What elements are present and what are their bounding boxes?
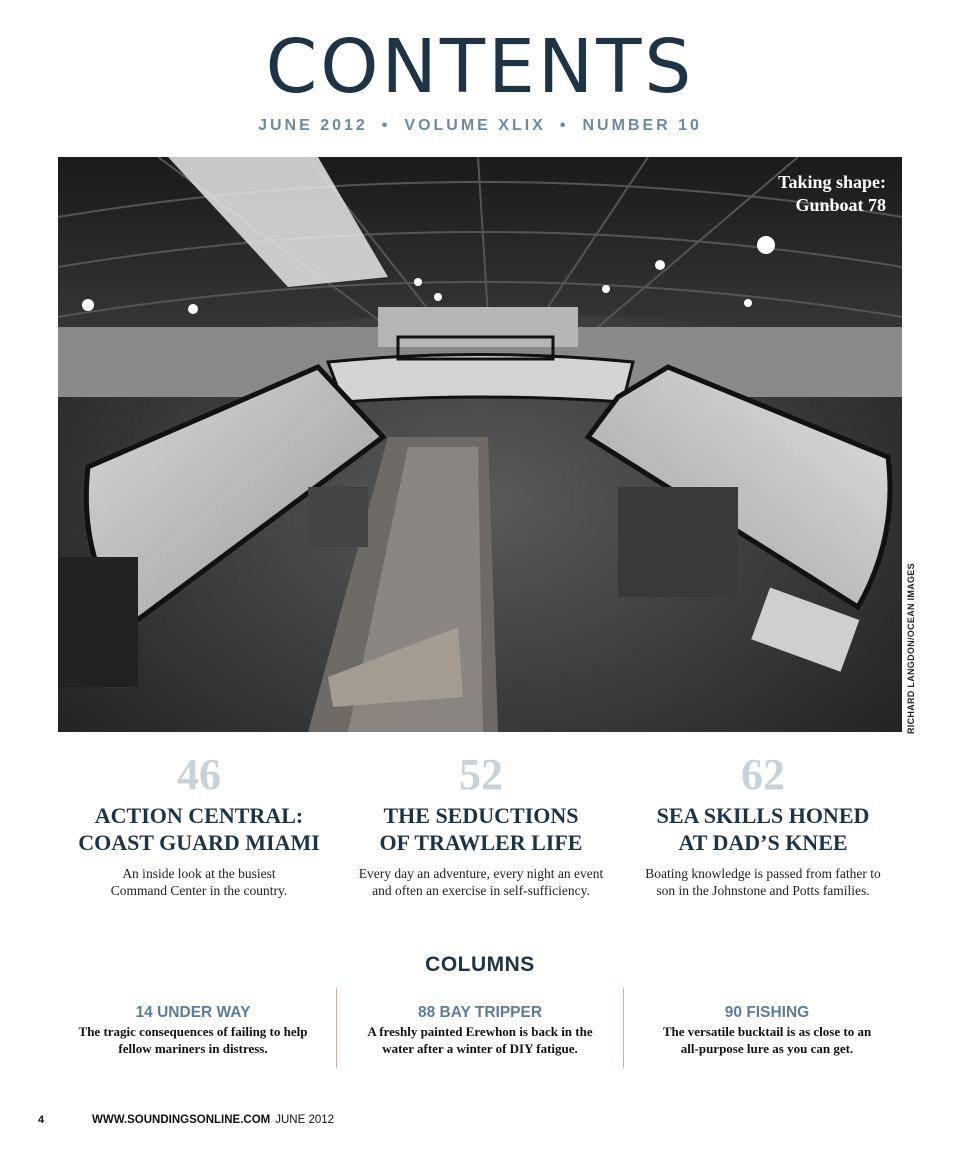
column-divider (336, 988, 337, 1068)
headline-line: AT DAD’S KNEE (678, 830, 848, 855)
issue-line (0, 117, 960, 135)
feature-page-number: 52 (459, 750, 503, 799)
headline-line: COAST GUARD MIAMI (78, 830, 320, 855)
description-line: The tragic consequences of failing to help (78, 1024, 308, 1039)
footer-page-number: 4 (38, 1114, 45, 1126)
feature-page-number: 62 (741, 750, 785, 799)
column-heading: 90 FISHING (724, 1004, 810, 1021)
feature-headline (58, 802, 340, 856)
headline-line: THE SEDUCTIONS (383, 803, 579, 828)
column-item[interactable] (345, 1003, 615, 1057)
feature-headline (622, 802, 904, 856)
separator-dot: • (381, 117, 391, 134)
boatyard-illustration (58, 157, 902, 732)
description-line: A freshly painted Erewhon is back in the (367, 1024, 593, 1039)
issue-date: JUNE 2012 (258, 117, 368, 134)
caption-line-2: Gunboat 78 (795, 195, 886, 215)
photo-credit-text: RICHARD LANGDON/OCEAN IMAGES (906, 563, 916, 734)
column-item[interactable] (58, 1003, 328, 1057)
cover-photo (58, 157, 902, 732)
caption-line-1: Taking shape: (778, 172, 886, 192)
description-line: Command Center in the country. (110, 883, 288, 898)
description-line: son in the Johnstone and Potts families. (656, 883, 870, 898)
column-description (58, 1023, 328, 1057)
column-heading: 14 UNDER WAY (135, 1004, 251, 1021)
feature-description (622, 865, 904, 899)
description-line: water after a winter of DIY fatigue. (382, 1041, 578, 1056)
website-link[interactable]: WWW.SOUNDINGSONLINE.COM (92, 1114, 271, 1126)
feature-stories (58, 750, 902, 910)
feature-description (340, 865, 622, 899)
description-line: fellow mariners in distress. (118, 1041, 268, 1056)
feature-page-number: 46 (177, 750, 221, 799)
column-description (632, 1023, 902, 1057)
separator-dot: • (559, 117, 569, 134)
feature-headline (340, 802, 622, 856)
footer-date: JUNE 2012 (275, 1114, 335, 1126)
description-line: The versatile bucktail is as close to an (662, 1024, 872, 1039)
issue-number: NUMBER 10 (582, 117, 702, 134)
headline-line: OF TRAWLER LIFE (379, 830, 583, 855)
headline-line: SEA SKILLS HONED (656, 803, 870, 828)
description-line: and often an exercise in self-sufficiency. (372, 883, 590, 898)
feature-description (58, 865, 340, 899)
footer-line (92, 1114, 334, 1126)
feature-story[interactable] (340, 750, 622, 899)
page-title: CONTENTS (265, 24, 695, 110)
description-line: Every day an adventure, every night an event (358, 866, 604, 881)
column-item[interactable] (632, 1003, 902, 1057)
column-heading: 88 BAY TRIPPER (417, 1004, 543, 1021)
description-line: all-purpose lure as you can get. (680, 1041, 854, 1056)
column-description (345, 1023, 615, 1057)
issue-volume: VOLUME XLIX (404, 117, 546, 134)
description-line: An inside look at the busiest (122, 866, 276, 881)
headline-line: ACTION CENTRAL: (94, 803, 304, 828)
description-line: Boating knowledge is passed from father to (645, 866, 881, 881)
feature-story[interactable] (622, 750, 904, 899)
feature-story[interactable] (58, 750, 340, 899)
photo-credit (906, 563, 920, 734)
photo-caption (778, 171, 886, 217)
columns-heading: COLUMNS (425, 953, 535, 976)
column-divider (623, 988, 624, 1068)
